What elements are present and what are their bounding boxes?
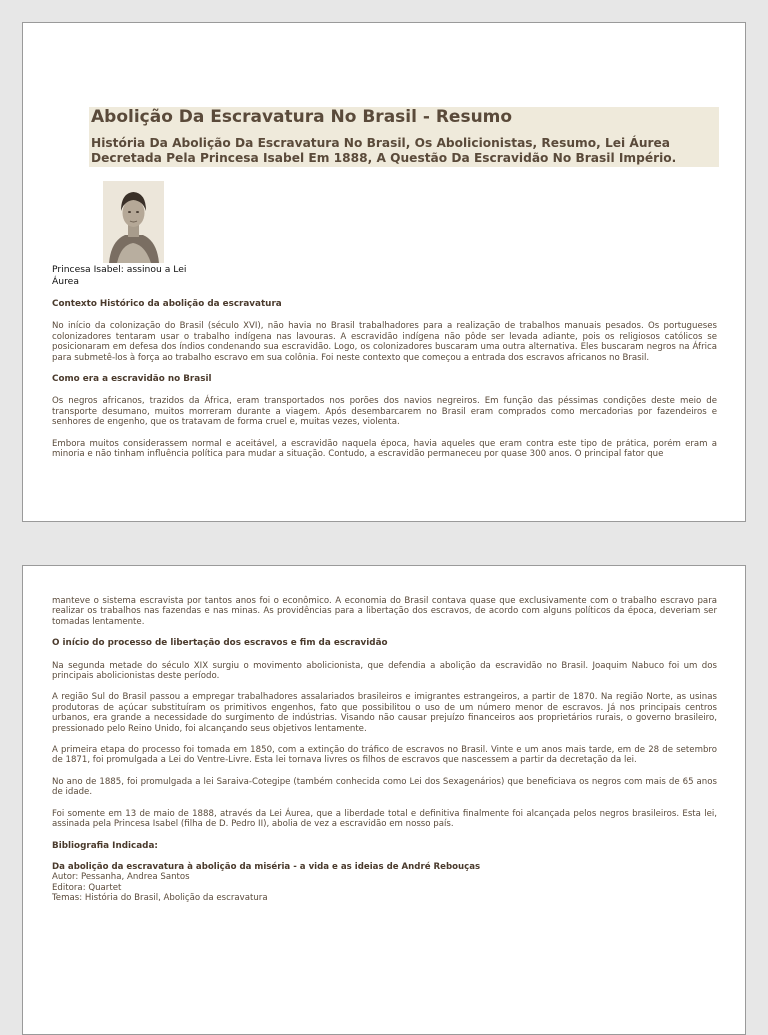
section-heading: O início do processo de libertação dos escravos e fim da escravidão — [52, 638, 388, 649]
paragraph: Foi somente em 13 de maio de 1888, através da Lei Áurea, que a liberdade total e definitiva finalmente foi alcançada pelos negros brasileiros. Esta lei, assinada pela Princesa Isabel (filha de D. Pedro II), abolia de vez a escravidão em nosso país. — [52, 808, 717, 830]
book-author: Autor: Pessanha, Andrea Santos — [52, 872, 190, 883]
paragraph: No ano de 1885, foi promulgada a lei Saraiva-Cotegipe (também conhecida como Lei dos Sexagenários) que beneficiava os negros com mais de 65 anos de idade. — [52, 776, 717, 798]
paragraph: Os negros africanos, trazidos da África, eram transportados nos porões dos navios negreiros. Em função das péssimas condições deste meio de transporte desumano, muitos morreram durante a viagem. Após desembarcarem no Brasil eram comprados como mercadorias por fazendeiros e senhores de engenho, que os tratavam de forma cruel e, muitas vezes, violenta. — [52, 396, 717, 428]
paragraph: A região Sul do Brasil passou a empregar trabalhadores assalariados brasileiros e imigrantes estrangeiros, a partir de 1870. Na região Norte, as usinas produtoras de açúcar substituíram os primitivos engenhos, fato que possibilitou o uso de um número menor de escravos. Já nos principais centros urbanos, era grande a necessidade do surgimento de indústrias. Visando não causar prejuízo financeiros aos proprietários rurais, o governo brasileiro, pressionado pelo Reino Unido, foi alcançando seus objetivos lentamente. — [52, 692, 717, 734]
document-page-2 — [22, 565, 746, 1035]
section-heading: Como era a escravidão no Brasil — [52, 374, 212, 385]
paragraph: A primeira etapa do processo foi tomada em 1850, com a extinção do tráfico de escravos no Brasil. Vinte e um anos mais tarde, em de 28 de setembro de 1871, foi promulgada a Lei do Ventre-Livre. Esta lei tornava livres os filhos de escravos que nascessem a partir da decretação da lei. — [52, 745, 717, 766]
book-topics: Temas: História do Brasil, Abolição da escravatura — [52, 893, 268, 904]
article-body-page-1 — [52, 299, 717, 460]
bibliography-entry — [52, 862, 717, 904]
document-page-1 — [22, 22, 746, 522]
princess-isabel-photo — [103, 181, 164, 263]
book-title: Da abolição da escravatura à abolição da miséria - a vida e as ideias de André Rebouças — [52, 861, 481, 872]
article-body-page-2 — [52, 596, 717, 904]
paragraph: No início da colonização do Brasil (século XVI), não havia no Brasil trabalhadores para a realização de trabalhos manuais pesados. Os portugueses colonizadores tentaram usar o trabalho indígena nas lavouras. A escravidão indígena não pôde ser levada adiante, pois os religiosos católicos se posicionaram em defesa dos índios condenando sua escravidão. Logo, os colonizadores buscaram uma outra alternativa. Eles buscaram negros na África para submetê-los à força ao trabalho escravo em sua colônia. Foi neste contexto que começou a entrada dos escravos africanos no Brasil. — [52, 321, 717, 363]
paragraph: Embora muitos considerassem normal e aceitável, a escravidão naquela época, havia aqueles que eram contra este tipo de prática, porém eram a minoria e não tinham influência política para mudar a situação. Contudo, a escravidão permaneceu por quase 300 anos. O principal fator que — [52, 438, 717, 460]
page-subtitle: História Da Abolição Da Escravatura No Brasil, Os Abolicionistas, Resumo, Lei Áurea Decretada Pela Princesa Isabel Em 1888, A Questão Da Escravidão No Brasil Império. — [91, 136, 677, 165]
paragraph: Na segunda metade do século XIX surgiu o movimento abolicionista, que defendia a abolição da escravidão no Brasil. Joaquim Nabuco foi um dos principais abolicionistas deste período. — [52, 660, 717, 682]
photo-caption: Princesa Isabel: assinou a Lei Áurea — [52, 264, 187, 287]
section-heading: Contexto Histórico da abolição da escravatura — [52, 299, 282, 309]
bibliography-heading: Bibliografia Indicada: — [52, 840, 158, 851]
page-title: Abolição Da Escravatura No Brasil - Resumo — [91, 107, 513, 127]
book-publisher: Editora: Quartet — [52, 882, 122, 893]
paragraph: manteve o sistema escravista por tantos anos foi o econômico. A economia do Brasil contava quase que exclusivamente com o trabalho escravo para realizar os trabalhos nas fazendas e nas minas. As providências para a libertação dos escravos, de acordo com alguns políticos da época, deveriam ser tomadas lentamente. — [52, 596, 717, 627]
